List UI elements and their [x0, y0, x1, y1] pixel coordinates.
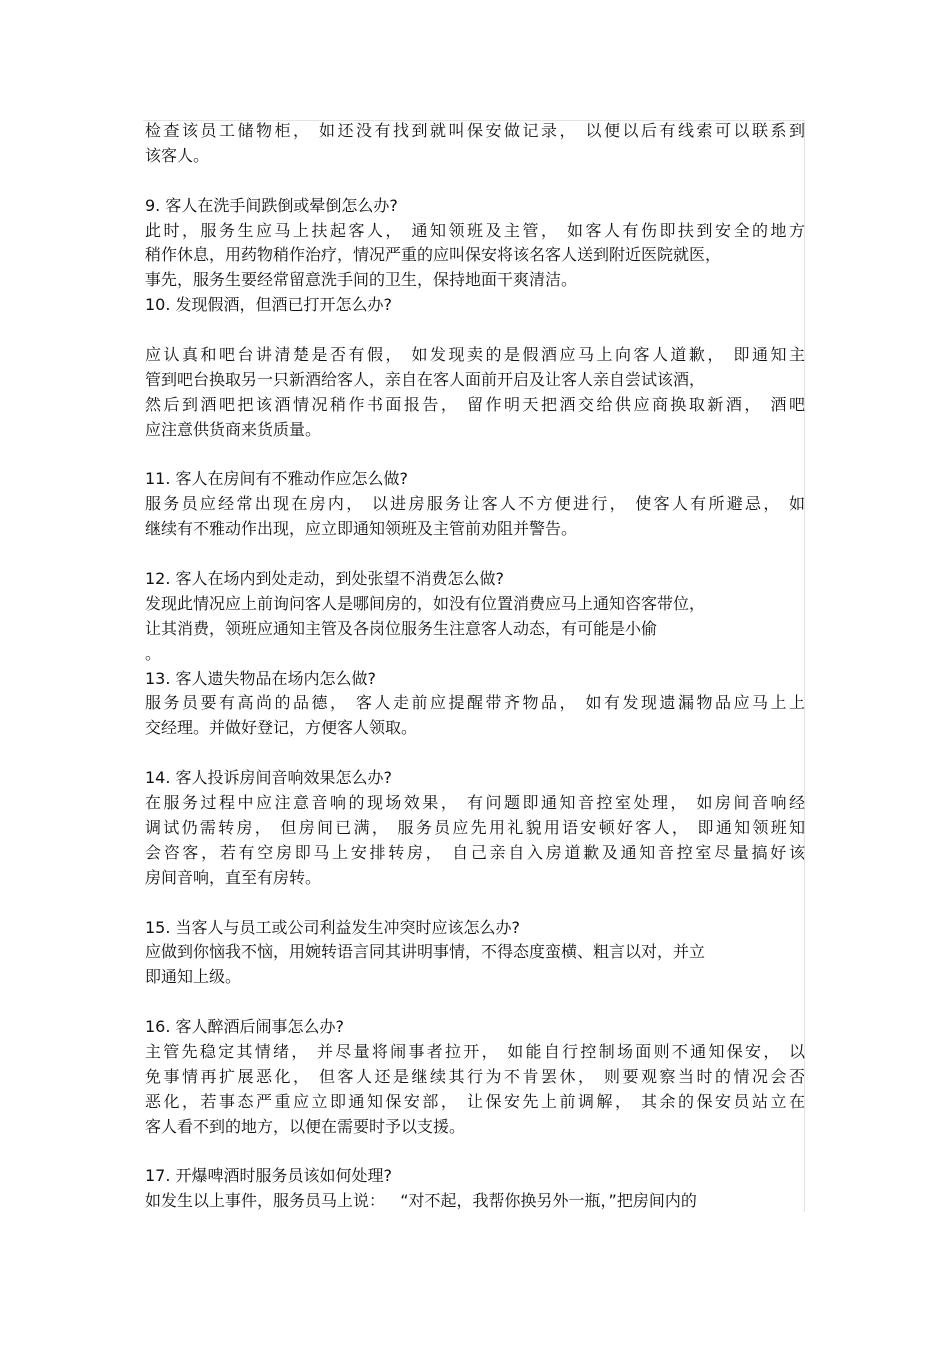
blank-line — [145, 542, 805, 567]
text-line: 如发生以上事件，服务员马上说： “对不起，我帮你换另外一瓶，”把房间内的 — [145, 1191, 697, 1211]
text-line: 16. 客人醉酒后闹事怎么办? — [145, 1017, 345, 1037]
text-line: 房间音响，直至有房转。 — [145, 867, 322, 887]
text-line: 主管先稳定其情绪， 并尽量将闹事者拉开， 如能自行控制场面则不通知保安， 以 — [145, 1041, 805, 1061]
blank-line — [145, 741, 805, 766]
blank-line — [145, 443, 805, 468]
text-line: 此时，服务生应马上扶起客人， 通知领班及主管， 如客人有伤即扶到安全的地方 — [145, 220, 805, 240]
document-body — [145, 119, 805, 1214]
blank-line — [145, 891, 805, 916]
text-line: 检查该员工储物柜， 如还没有找到就叫保安做记录， 以便以后有线索可以联系到 — [145, 121, 805, 140]
text-line: 管到吧台换取另一只新酒给客人，亲自在客人面前开启及让客人亲自尝试该酒， — [145, 369, 706, 389]
text-line: 免事情再扩展恶化， 但客人还是继续其行为不肯罢休， 则要观察当时的情况会否 — [145, 1066, 805, 1086]
text-line: 会咨客，若有空房即马上安排转房， 自己亲自入房道歉及通知音控室尽量搞好该 — [145, 842, 805, 862]
text-line: 应注意供货商来货质量。 — [145, 419, 322, 439]
text-line: 应认真和吧台讲清楚是否有假， 如发现卖的是假酒应马上向客人道歉， 即通知主 — [145, 345, 805, 365]
text-line: 即通知上级。 — [145, 967, 242, 987]
text-line: 发现此情况应上前询问客人是哪间房的，如没有位置消费应马上通知咨客带位， — [145, 593, 706, 613]
text-line: 该客人。 — [145, 145, 210, 165]
text-line: 。 — [145, 643, 162, 663]
blank-line — [145, 169, 805, 194]
text-line: 然后到酒吧把该酒情况稍作书面报告， 留作明天把酒交给供应商换取新酒， 酒吧 — [145, 394, 805, 414]
blank-line — [145, 318, 805, 343]
text-line: 客人看不到的地方，以便在需要时予以支援。 — [145, 1116, 466, 1136]
text-line: 事先，服务生要经常留意洗手间的卫生，保持地面干爽清洁。 — [145, 270, 578, 290]
text-line: 14. 客人投诉房间音响效果怎么办? — [145, 768, 393, 788]
text-line: 交经理。并做好登记，方便客人领取。 — [145, 718, 418, 738]
text-line: 15. 当客人与员工或公司利益发生冲突时应该怎么办? — [145, 917, 521, 937]
blank-line — [145, 1140, 805, 1165]
text-line: 服务员应经常出现在房内， 以进房服务让客人不方便进行， 使客人有所避忌， 如 — [145, 494, 805, 514]
text-line: 12. 客人在场内到处走动，到处张望不消费怎么做? — [145, 569, 505, 589]
text-line: 调试仍需转房， 但房间已满， 服务员应先用礼貌用语安顿好客人， 即通知领班知 — [145, 817, 805, 837]
text-line: 服务员要有高尚的品德， 客人走前应提醒带齐物品， 如有发现遗漏物品应马上上 — [145, 693, 805, 713]
text-line: 让其消费，领班应通知主管及各岗位服务生注意客人动态，有可能是小偷 — [145, 618, 658, 638]
text-line: 9. 客人在洗手间跌倒或晕倒怎么办? — [145, 195, 398, 215]
text-line: 继续有不雅动作出现，应立即通知领班及主管前劝阻并警告。 — [145, 519, 578, 539]
text-line: 13. 客人遗失物品在场内怎么做? — [145, 668, 377, 688]
text-line: 应做到你恼我不恼，用婉转语言同其讲明事情，不得态度蛮横、粗言以对，并立 — [145, 942, 706, 962]
text-line: 10. 发现假酒，但酒已打开怎么办? — [145, 295, 393, 315]
text-line: 17. 开爆啤酒时服务员该如何处理? — [145, 1166, 393, 1186]
text-line: 在服务过程中应注意音响的现场效果， 有问题即通知音控室处理， 如房间音响经 — [145, 793, 805, 813]
text-line: 11. 客人在房间有不雅动作应怎么做? — [145, 469, 409, 489]
text-line: 稍作休息，用药物稍作治疗，情况严重的应叫保安将该名客人送到附近医院就医， — [145, 245, 722, 265]
text-line: 恶化，若事态严重应立即通知保安部， 让保安先上前调解， 其余的保安员站立在 — [145, 1091, 805, 1111]
blank-line — [145, 990, 805, 1015]
